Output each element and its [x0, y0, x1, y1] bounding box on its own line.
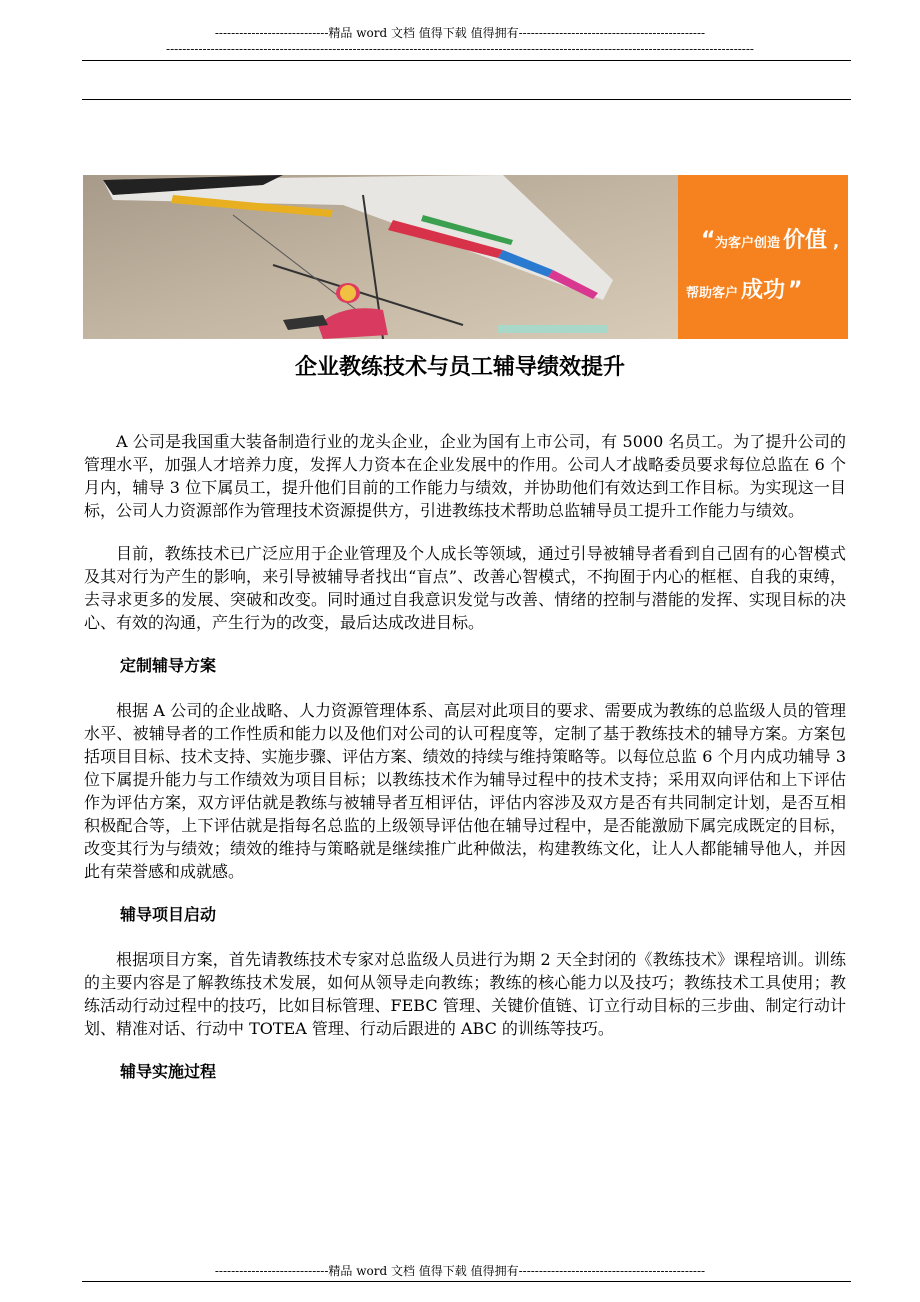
banner-slogan-2-big: 成功 [741, 278, 786, 303]
paragraph-plan: 根据 A 公司的企业战略、人力资源管理体系、高层对此项目的要求、需要成为教练的总监级人员的管理水平、被辅导者的工作性质和能力以及他们对公司的认可程度等，定制了基于教练技术的辅导方案。方案包括项目目标、技术支持、实施步骤、评估方案、绩效的持续与维持策略等。以每位总监 6 个月内成功辅导 3 位下属提升能力与工作绩效为项目目标；以教练技术作为辅导过程中的技术支持；采用双向评估和上下评估作为评估方案，双方评估就是教练与被辅导者互相评估，评估内容涉及双方是否有共同制定计划，是否互相积极配合等，上下评估就是指每名总监的上级领导评估他在辅导过程中，是否能激励下属完成既定的目标，改变其行为与绩效；绩效的维持与策略就是继续推广此种做法，构建教练文化，让人人都能辅导他人，并因此有荣誉感和成就感。 [84, 701, 846, 881]
document-title: 企业教练技术与员工辅导绩效提升 [294, 355, 625, 380]
banner-slogan-1-big: 价值 [783, 228, 828, 253]
paragraph-intro: A 公司是我国重大装备制造行业的龙头企业，企业为国有上市公司，有 5000 名员工。为了提升公司的管理水平，加强人才培养力度，发挥人力资本在企业发展中的作用。公司人才战略委员要求每位总监在 6 个月内，辅导 3 位下属员工，提升他们目前的工作能力与绩效，并协助他们有效达到工作目标。为实现这一目标，公司人力资源部作为管理技术资源提供方，引进教练技术帮助总监辅导员工提升工作能力与绩效。 [84, 432, 846, 520]
banner-slogan-1: 为客户创造 [715, 236, 781, 251]
document-body [84, 430, 846, 1105]
paragraph-launch: 根据项目方案，首先请教练技术专家对总监级人员进行为期 2 天全封闭的《教练技术》课程培训。训练的主要内容是了解教练技术发展，如何从领导走向教练；教练的核心能力以及技巧；教练技术工具使用；教练活动行动过程中的技巧，比如目标管理、FEBC 管理、关键价值链、订立行动目标的三步曲、制定行动计划、精准对话、行动中 TOTEA 管理、行动后跟进的 ABC 的训练等技巧。 [84, 950, 846, 1038]
svg-text:“: “ [701, 228, 716, 253]
section-heading-plan: 定制辅导方案 [120, 656, 217, 675]
banner-slogan-2: 帮助客户 [686, 286, 739, 301]
svg-text:,: , [833, 232, 840, 251]
paragraph-coaching-overview: 目前，教练技术已广泛应用于企业管理及个人成长等领域，通过引导被辅导者看到自己固有的心智模式及其对行为产生的影响，来引导被辅导者找出“盲点”、改善心智模式，不拘囿于内心的框框、自我的束缚，去寻求更多的发展、突破和改变。同时通过自我意识发觉与改善、情绪的控制与潜能的发挥、实现目标的决心、有效的沟通，产生行为的改变，最后达成改进目标。 [84, 544, 846, 632]
header-rule [82, 60, 851, 61]
footer-tagline: ----------------------------精品 word 文档 值得下载 值得拥有---------------------------------------------- [214, 1264, 706, 1278]
hang-glider-photo [83, 175, 848, 339]
header-rule-lower [82, 99, 851, 100]
section-heading-process: 辅导实施过程 [120, 1062, 217, 1081]
footer-rule [82, 1281, 851, 1282]
banner-image [83, 175, 848, 339]
header-tagline: ----------------------------精品 word 文档 值得下载 值得拥有---------------------------------------------- [214, 26, 706, 40]
svg-text:”: ” [788, 278, 803, 303]
section-heading-launch: 辅导项目启动 [120, 905, 217, 924]
header-dash-line: ------------------------------------------------------------------------------------------------------------------------------------------------- [166, 42, 754, 56]
